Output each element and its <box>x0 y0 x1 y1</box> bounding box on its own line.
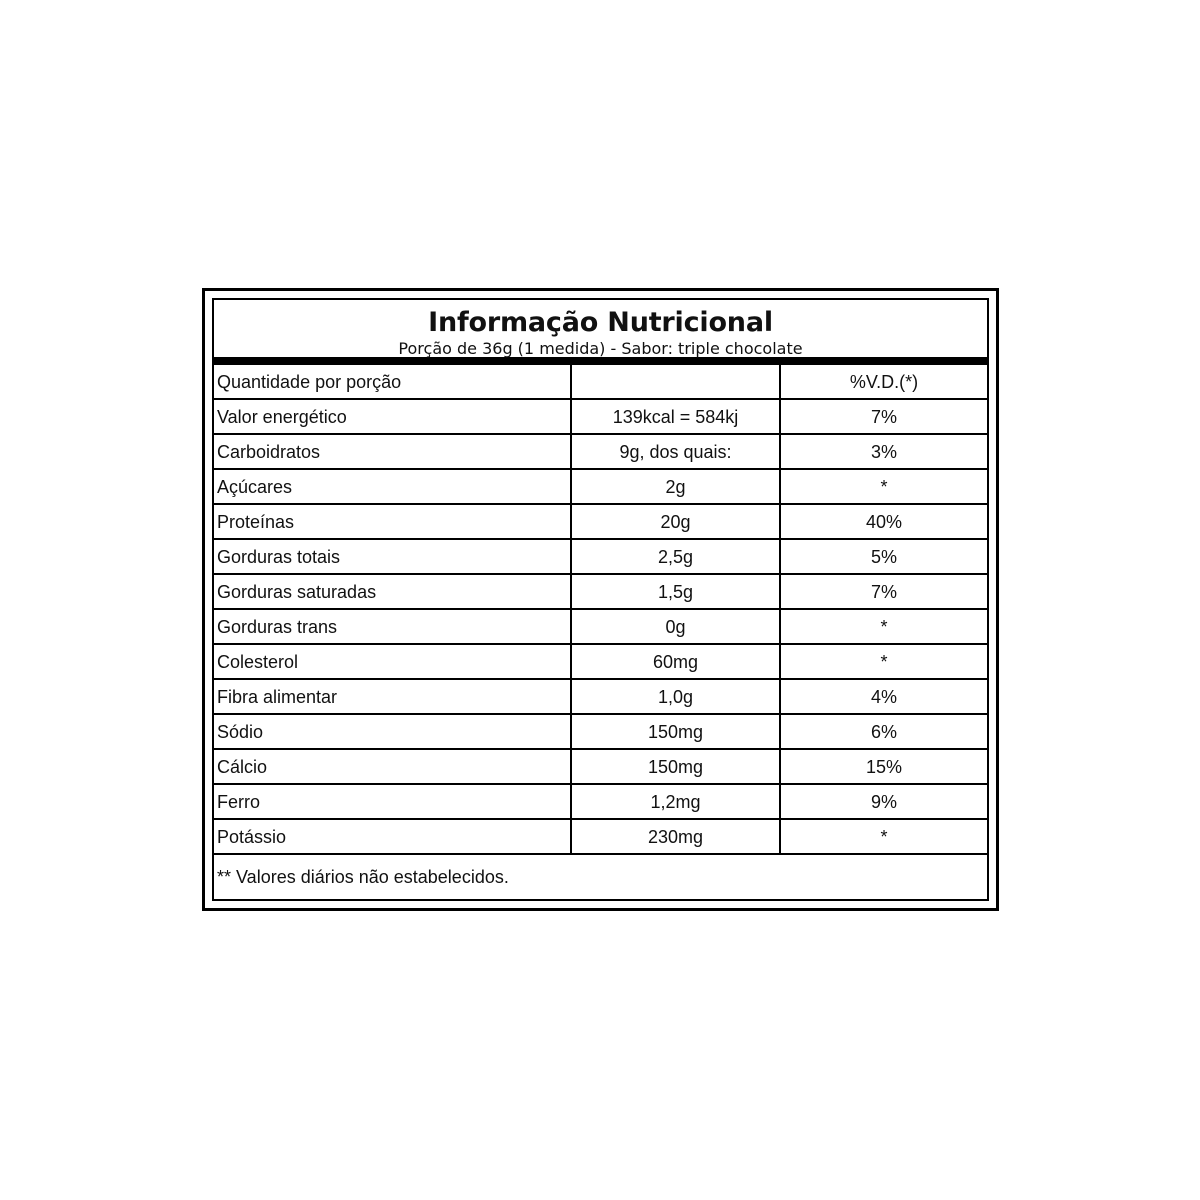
nutrient-amount: 1,0g <box>571 679 780 714</box>
label-title: Informação Nutricional <box>428 307 773 338</box>
table-row <box>214 679 987 714</box>
table-row <box>214 784 987 819</box>
nutrient-vd: 6% <box>780 714 987 749</box>
nutrient-vd: 4% <box>780 679 987 714</box>
nutrient-name: Valor energético <box>214 399 571 434</box>
label-subtitle: Porção de 36g (1 medida) - Sabor: triple chocolate <box>398 339 803 358</box>
label-header <box>214 300 987 365</box>
nutrient-name: Cálcio <box>214 749 571 784</box>
nutrient-amount: 139kcal = 584kj <box>571 399 780 434</box>
nutrient-amount: 20g <box>571 504 780 539</box>
table-row <box>214 819 987 854</box>
header-name-cell: Quantidade por porção <box>214 365 571 399</box>
table-row <box>214 609 987 644</box>
nutrient-amount: 2,5g <box>571 539 780 574</box>
nutrient-name: Açúcares <box>214 469 571 504</box>
nutrient-name: Gorduras totais <box>214 539 571 574</box>
table-row <box>214 469 987 504</box>
nutrient-name: Fibra alimentar <box>214 679 571 714</box>
table-row <box>214 714 987 749</box>
nutrition-label-inner <box>212 298 989 901</box>
nutrient-amount: 60mg <box>571 644 780 679</box>
nutrient-name: Proteínas <box>214 504 571 539</box>
nutrient-name: Potássio <box>214 819 571 854</box>
nutrient-vd: 40% <box>780 504 987 539</box>
nutrient-vd: * <box>780 819 987 854</box>
nutrient-amount: 150mg <box>571 749 780 784</box>
label-footnote <box>214 855 987 899</box>
nutrient-amount: 150mg <box>571 714 780 749</box>
nutrient-name: Sódio <box>214 714 571 749</box>
nutrient-name: Gorduras saturadas <box>214 574 571 609</box>
table-row <box>214 539 987 574</box>
nutrient-vd: 15% <box>780 749 987 784</box>
nutrient-vd: 9% <box>780 784 987 819</box>
nutrient-amount: 0g <box>571 609 780 644</box>
nutrient-vd: 5% <box>780 539 987 574</box>
nutrient-vd: 3% <box>780 434 987 469</box>
nutrient-name: Ferro <box>214 784 571 819</box>
nutrient-name: Colesterol <box>214 644 571 679</box>
table-row <box>214 434 987 469</box>
table-row <box>214 504 987 539</box>
footnote-text: ** Valores diários não estabelecidos. <box>217 866 509 887</box>
table-row <box>214 644 987 679</box>
nutrient-name: Carboidratos <box>214 434 571 469</box>
nutrient-vd: * <box>780 644 987 679</box>
nutrient-vd: 7% <box>780 399 987 434</box>
nutrition-table <box>214 365 987 855</box>
table-header-row <box>214 365 987 399</box>
nutrient-vd: 7% <box>780 574 987 609</box>
nutrient-amount: 1,2mg <box>571 784 780 819</box>
header-vd-cell: %V.D.(*) <box>780 365 987 399</box>
table-row <box>214 399 987 434</box>
nutrient-amount: 1,5g <box>571 574 780 609</box>
nutrient-amount: 2g <box>571 469 780 504</box>
table-row <box>214 574 987 609</box>
nutrient-amount: 230mg <box>571 819 780 854</box>
nutrient-name: Gorduras trans <box>214 609 571 644</box>
nutrient-amount: 9g, dos quais: <box>571 434 780 469</box>
nutrient-vd: * <box>780 609 987 644</box>
table-row <box>214 749 987 784</box>
nutrition-label <box>202 288 999 911</box>
header-amount-cell <box>571 365 780 399</box>
nutrient-vd: * <box>780 469 987 504</box>
